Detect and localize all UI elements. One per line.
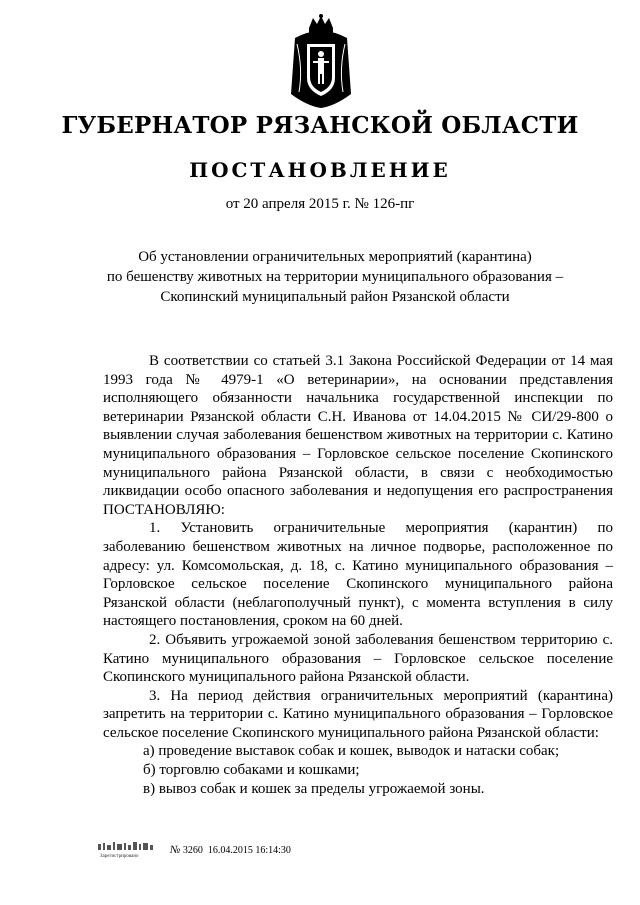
registration-datetime: 16.04.2015 16:14:30	[207, 845, 291, 856]
registration-number	[170, 844, 291, 856]
number-sign: №	[170, 844, 181, 856]
subject-line-3: Скопинский муниципальный район Рязанской области	[160, 289, 510, 305]
item-3a-paragraph: а) проведение выставок собак и кошек, выводок и натаски собак;	[143, 743, 560, 760]
registration-number-value: 3260	[182, 845, 203, 856]
item-2-paragraph: 2. Объявить угрожаемой зоной заболевания бешенством территорию с. Катино муниципального образования – Горловское сельское поселение Скопинского муниципального района Рязанской области.	[103, 631, 613, 686]
registration-footer	[96, 840, 396, 864]
item-3b-paragraph: б) торговлю собаками и кошками;	[143, 762, 360, 779]
governor-title: ГУБЕРНАТОР РЯЗАНСКОЙ ОБЛАСТИ	[61, 112, 579, 139]
preamble-paragraph: В соответствии со статьей 3.1 Закона Российской Федерации от 14 мая 1993 года № 4979-1 «О ветеринарии», на основании представления исполняющего обязанности начальника государственной инспекции по ветеринарии Рязанской области С.Н. Иванова от 14.04.2015 № СИ/29-800 о выявлении случая заболевания бешенством животных на территории с. Катино муниципального образования – Горловское сельское поселение Скопинского муниципального района Рязанской области, в связи с необходимостью ликвидации особо опасного заболевания и недопущения его распространения ПОСТАНОВЛЯЮ:	[103, 353, 613, 518]
subject-line-1: Об установлении ограничительных мероприятий (карантина)	[138, 249, 532, 265]
subject-line-2: по бешенству животных на территории муниципального образования –	[106, 269, 564, 285]
item-3-paragraph: 3. На период действия ограничительных мероприятий (карантина) запретить на территории с. Катино муниципального образования – Горловское сельское поселение Скопинского муниципального района Рязанской области:	[103, 687, 613, 741]
item-1-paragraph: 1. Установить ограничительные мероприятия (карантин) по заболеванию бешенством животных на личное подворье, расположенное по адресу: ул. Комсомольская, д. 18, с. Катино муниципального образования – Горловское сельское поселение Скопинского муниципального района Рязанской области (неблагополучный пункт), с момента вступления в силу настоящего постановления, сроком на 60 дней.	[103, 520, 613, 630]
document-date-number: от 20 апреля 2015 г. № 126-пг	[225, 196, 415, 212]
document-type-heading: ПОСТАНОВЛЕНИЕ	[189, 158, 451, 182]
document-subject	[100, 247, 570, 307]
ryazan-coat-of-arms-icon	[287, 14, 355, 110]
item-3c-paragraph: в) вывоз собак и кошек за пределы угрожаемой зоны.	[143, 780, 485, 797]
stamp-label: Зарегистрировано	[100, 854, 139, 859]
document-body	[103, 352, 613, 798]
